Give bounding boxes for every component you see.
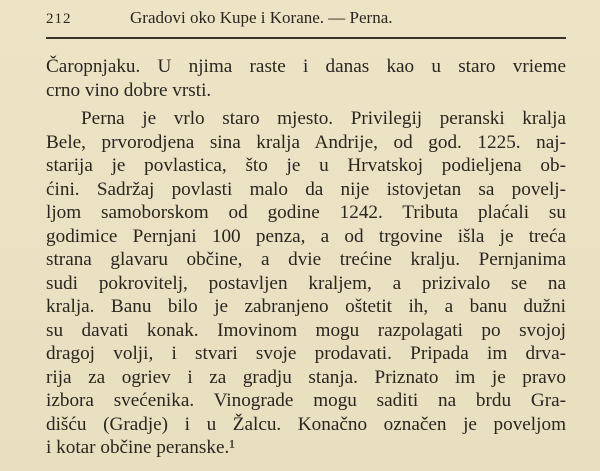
text-line: starija je povlastica, što je u Hrvatskoj podieljena ob- <box>46 155 566 176</box>
page-number: 212 <box>46 11 72 27</box>
text-line: ljom samoborskom od godine 1242. Tributa plaćali su <box>46 202 566 223</box>
text-line: su davati konak. Imovinom mogu razpolagati po svojoj <box>46 319 566 341</box>
text-line: crno vino dobre vrsti. <box>46 79 212 101</box>
text-line: Čaropnjaku. U njima raste i danas kao u staro vrieme <box>46 56 566 77</box>
text-line: kralja. Banu bilo je zabranjeno oštetit ih, a banu dužni <box>46 296 566 317</box>
text-line: dišću (Gradje) i u Žalcu. Konačno označen je poveljom <box>46 413 566 435</box>
text-line: Perna je vrlo staro mjesto. Privilegij peranski kralja <box>81 108 566 129</box>
paragraph-2 <box>46 107 566 460</box>
paragraph-1 <box>46 55 566 102</box>
running-title: Gradovi oko Kupe i Korane. — Perna. <box>130 8 393 27</box>
text-line: i kotar občine peranske.¹ <box>46 437 236 458</box>
text-line: dragoj volji, i stvari svoje prodavati. Pripada im drva- <box>46 343 566 364</box>
text-line: strana glavaru občine, a dvie trećine kralju. Pernjanima <box>46 249 566 270</box>
page-header <box>46 8 566 32</box>
body-text <box>46 55 566 460</box>
text-line: sudi pokrovitelj, postavljen kraljem, a prizivalo se na <box>46 272 566 294</box>
text-line: ćini. Sadržaj povlasti malo da nije istovjetan sa povelj- <box>46 178 566 200</box>
text-line: rija za ogriev i za gradju stanja. Priznato im je pravo <box>46 366 566 388</box>
text-line: godimice Pernjani 100 penza, a od trgovine išla je treća <box>46 225 566 247</box>
header-rule <box>46 37 566 39</box>
text-line: izbora svećenika. Vinograde mogu saditi na brdu Gra- <box>46 390 566 411</box>
text-line: Bele, prvorodjena sina kralja Andrije, od god. 1225. naj- <box>46 131 566 153</box>
